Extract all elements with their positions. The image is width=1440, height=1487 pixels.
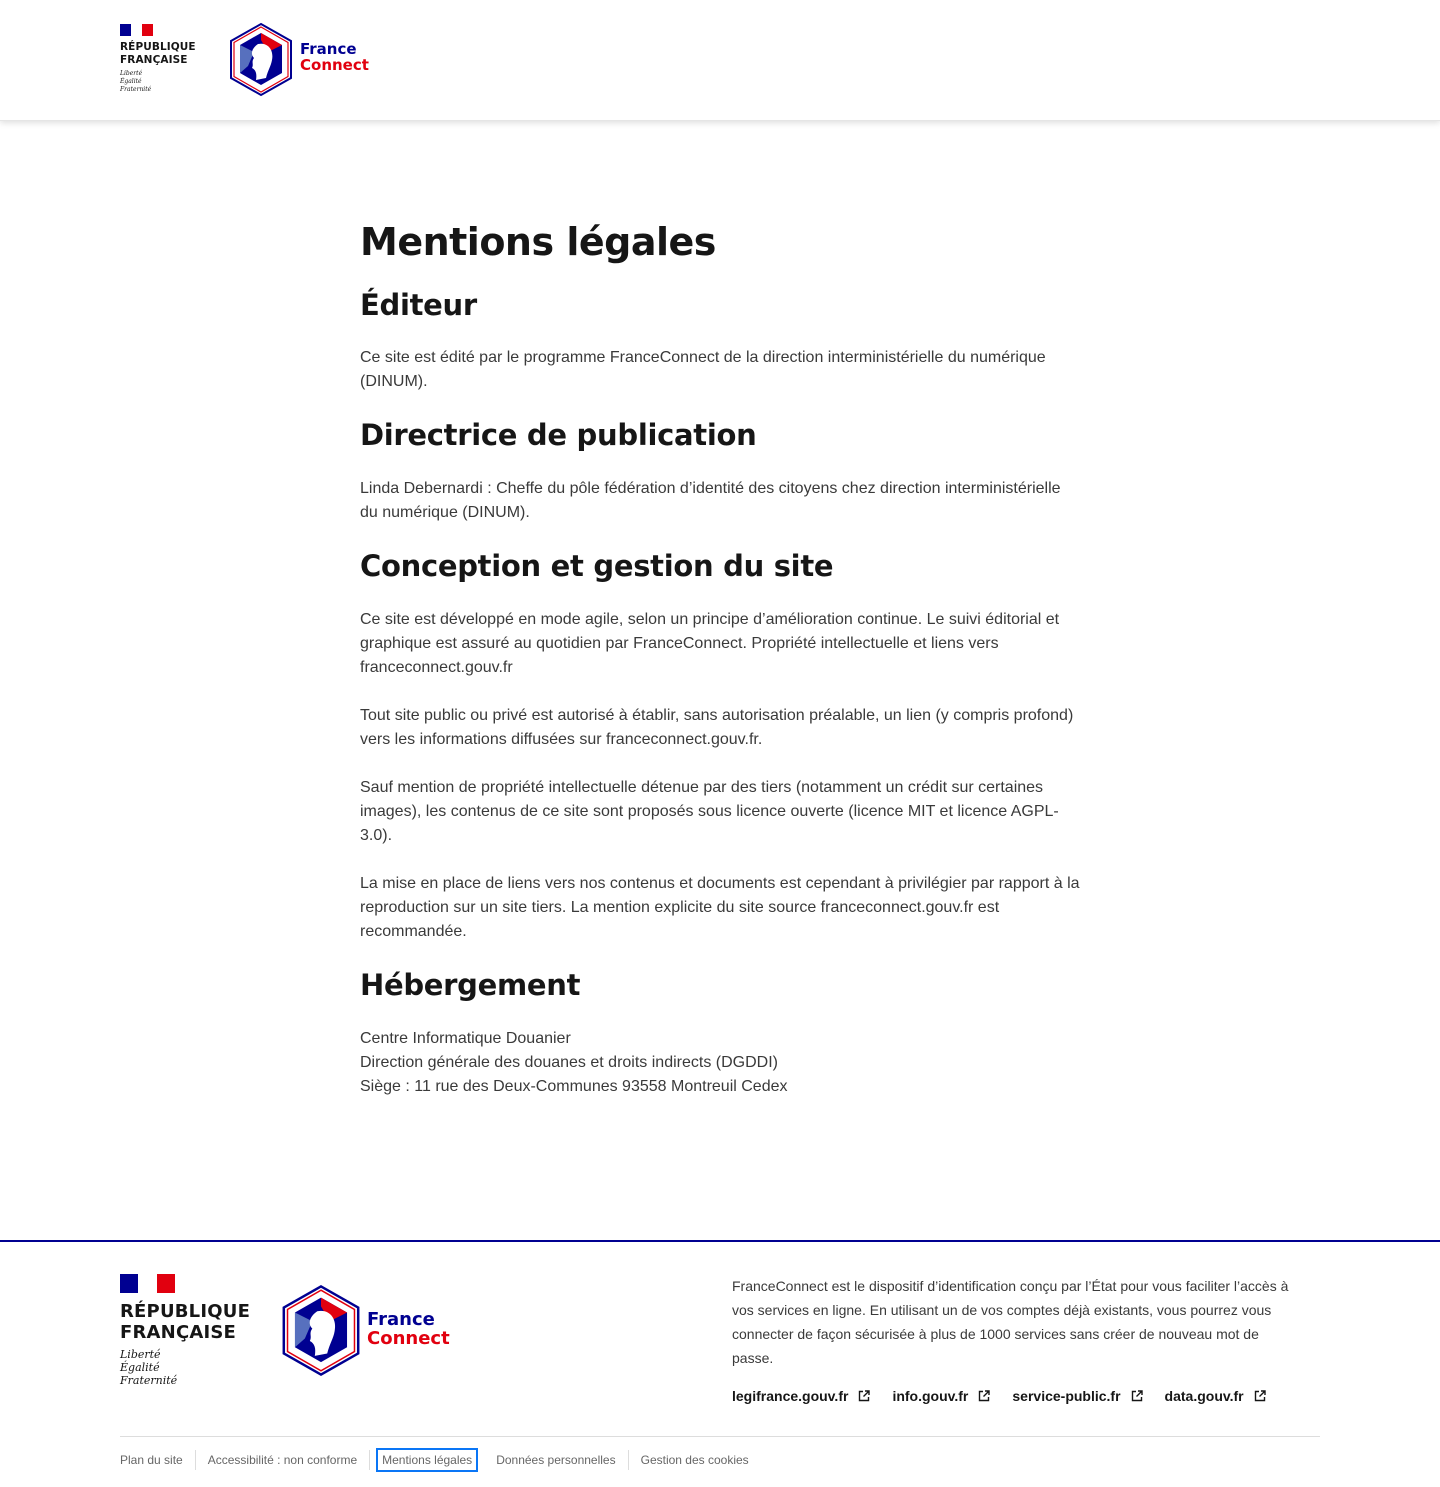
link-info-gouv[interactable]: info.gouv.fr bbox=[892, 1388, 990, 1404]
footer-external-links bbox=[732, 1388, 1288, 1404]
franceconnect-logo[interactable] bbox=[228, 22, 369, 97]
paragraph: La mise en place de liens vers nos contenus et documents est cependant à privilégier par rapport à la reproduction sur un site tiers. La mention explicite du site source franceconnect.gouv.fr est recommandée. bbox=[360, 874, 1080, 940]
footer-franceconnect-logo[interactable] bbox=[280, 1284, 450, 1377]
franceconnect-wordmark: France Connect bbox=[367, 1308, 450, 1349]
link-mentions-legales[interactable]: Mentions légales bbox=[378, 1450, 476, 1470]
footer-divider bbox=[120, 1436, 1320, 1437]
site-footer bbox=[0, 1240, 1440, 1487]
link-gestion-cookies[interactable]: Gestion des cookies bbox=[640, 1453, 749, 1467]
marianne-flag-icon bbox=[120, 1274, 175, 1293]
external-link-icon bbox=[858, 1390, 870, 1402]
address-line: Centre Informatique Douanier bbox=[360, 1029, 571, 1047]
external-link-icon bbox=[1254, 1390, 1266, 1402]
marianne-flag-icon bbox=[120, 24, 153, 36]
republique-francaise-logo[interactable] bbox=[120, 24, 210, 94]
link-data-gouv[interactable]: data.gouv.fr bbox=[1165, 1388, 1266, 1404]
external-link-icon bbox=[1131, 1390, 1143, 1402]
link-legifrance[interactable]: legifrance.gouv.fr bbox=[732, 1388, 870, 1404]
section-heading-directrice: Directrice de publication bbox=[360, 418, 757, 453]
franceconnect-wordmark: France Connect bbox=[300, 39, 369, 74]
section-heading-conception: Conception et gestion du site bbox=[360, 549, 834, 584]
section-heading-editeur: Éditeur bbox=[360, 287, 477, 322]
section-heading-hebergement: Hébergement bbox=[360, 967, 581, 1002]
devise: Liberté Égalité Fraternité bbox=[120, 70, 152, 93]
main-content bbox=[360, 210, 1080, 1099]
paragraph: Linda Debernardi : Cheffe du pôle fédération d’identité des citoyens chez direction interministérielle du numérique (DINUM). bbox=[360, 480, 1061, 522]
paragraph: Ce site est édité par le programme FranceConnect de la direction interministérielle du numérique (DINUM). bbox=[360, 349, 1046, 391]
link-donnees-personnelles[interactable]: Données personnelles bbox=[484, 1450, 628, 1470]
paragraph: Sauf mention de propriété intellectuelle détenue par des tiers (notamment un crédit sur certaines images), les contenus de ce site sont proposés sous licence ouverte (licence MIT et licence AGPL-3.0). bbox=[360, 778, 1059, 844]
link-accessibilite[interactable]: Accessibilité : non conforme bbox=[196, 1450, 370, 1470]
franceconnect-hexagon-icon bbox=[228, 22, 294, 97]
page-title: Mentions légales bbox=[360, 220, 716, 264]
site-header bbox=[0, 0, 1440, 121]
franceconnect-hexagon-icon bbox=[280, 1284, 362, 1377]
paragraph: Ce site est développé en mode agile, selon un principe d’amélioration continue. Le suivi éditorial et graphique est assuré au quotidien par FranceConnect. Propriété intellectuelle et liens vers franceconnect.gouv.fr bbox=[360, 610, 1060, 676]
paragraph: Tout site public ou privé est autorisé à établir, sans autorisation préalable, un lien (y compris profond) vers les informations diffusées sur franceconnect.gouv.fr. bbox=[360, 706, 1074, 748]
footer-bottom-links bbox=[120, 1450, 761, 1470]
republique-name: RÉPUBLIQUE FRANÇAISE bbox=[120, 41, 196, 66]
hosting-address bbox=[360, 1027, 1080, 1099]
external-link-icon bbox=[978, 1390, 990, 1402]
footer-republique-francaise-logo[interactable] bbox=[120, 1274, 260, 1387]
link-plan-du-site[interactable]: Plan du site bbox=[120, 1450, 196, 1470]
footer-description: FranceConnect est le dispositif d’identification conçu par l’État pour vous faciliter l’accès à vos services en ligne. En utilisant un de vos comptes déjà existants, vous pourrez vous connecter de façon sécurisée à plus de 1000 services sans créer de nouveau mot de passe. bbox=[732, 1278, 1289, 1366]
republique-name: RÉPUBLIQUE FRANÇAISE bbox=[120, 1301, 251, 1343]
link-service-public[interactable]: service-public.fr bbox=[1012, 1388, 1142, 1404]
address-line: Direction générale des douanes et droits indirects (DGDDI) bbox=[360, 1053, 778, 1071]
devise: Liberté Égalité Fraternité bbox=[120, 1348, 178, 1387]
address-line: Siège : 11 rue des Deux-Communes 93558 Montreuil Cedex bbox=[360, 1077, 788, 1095]
